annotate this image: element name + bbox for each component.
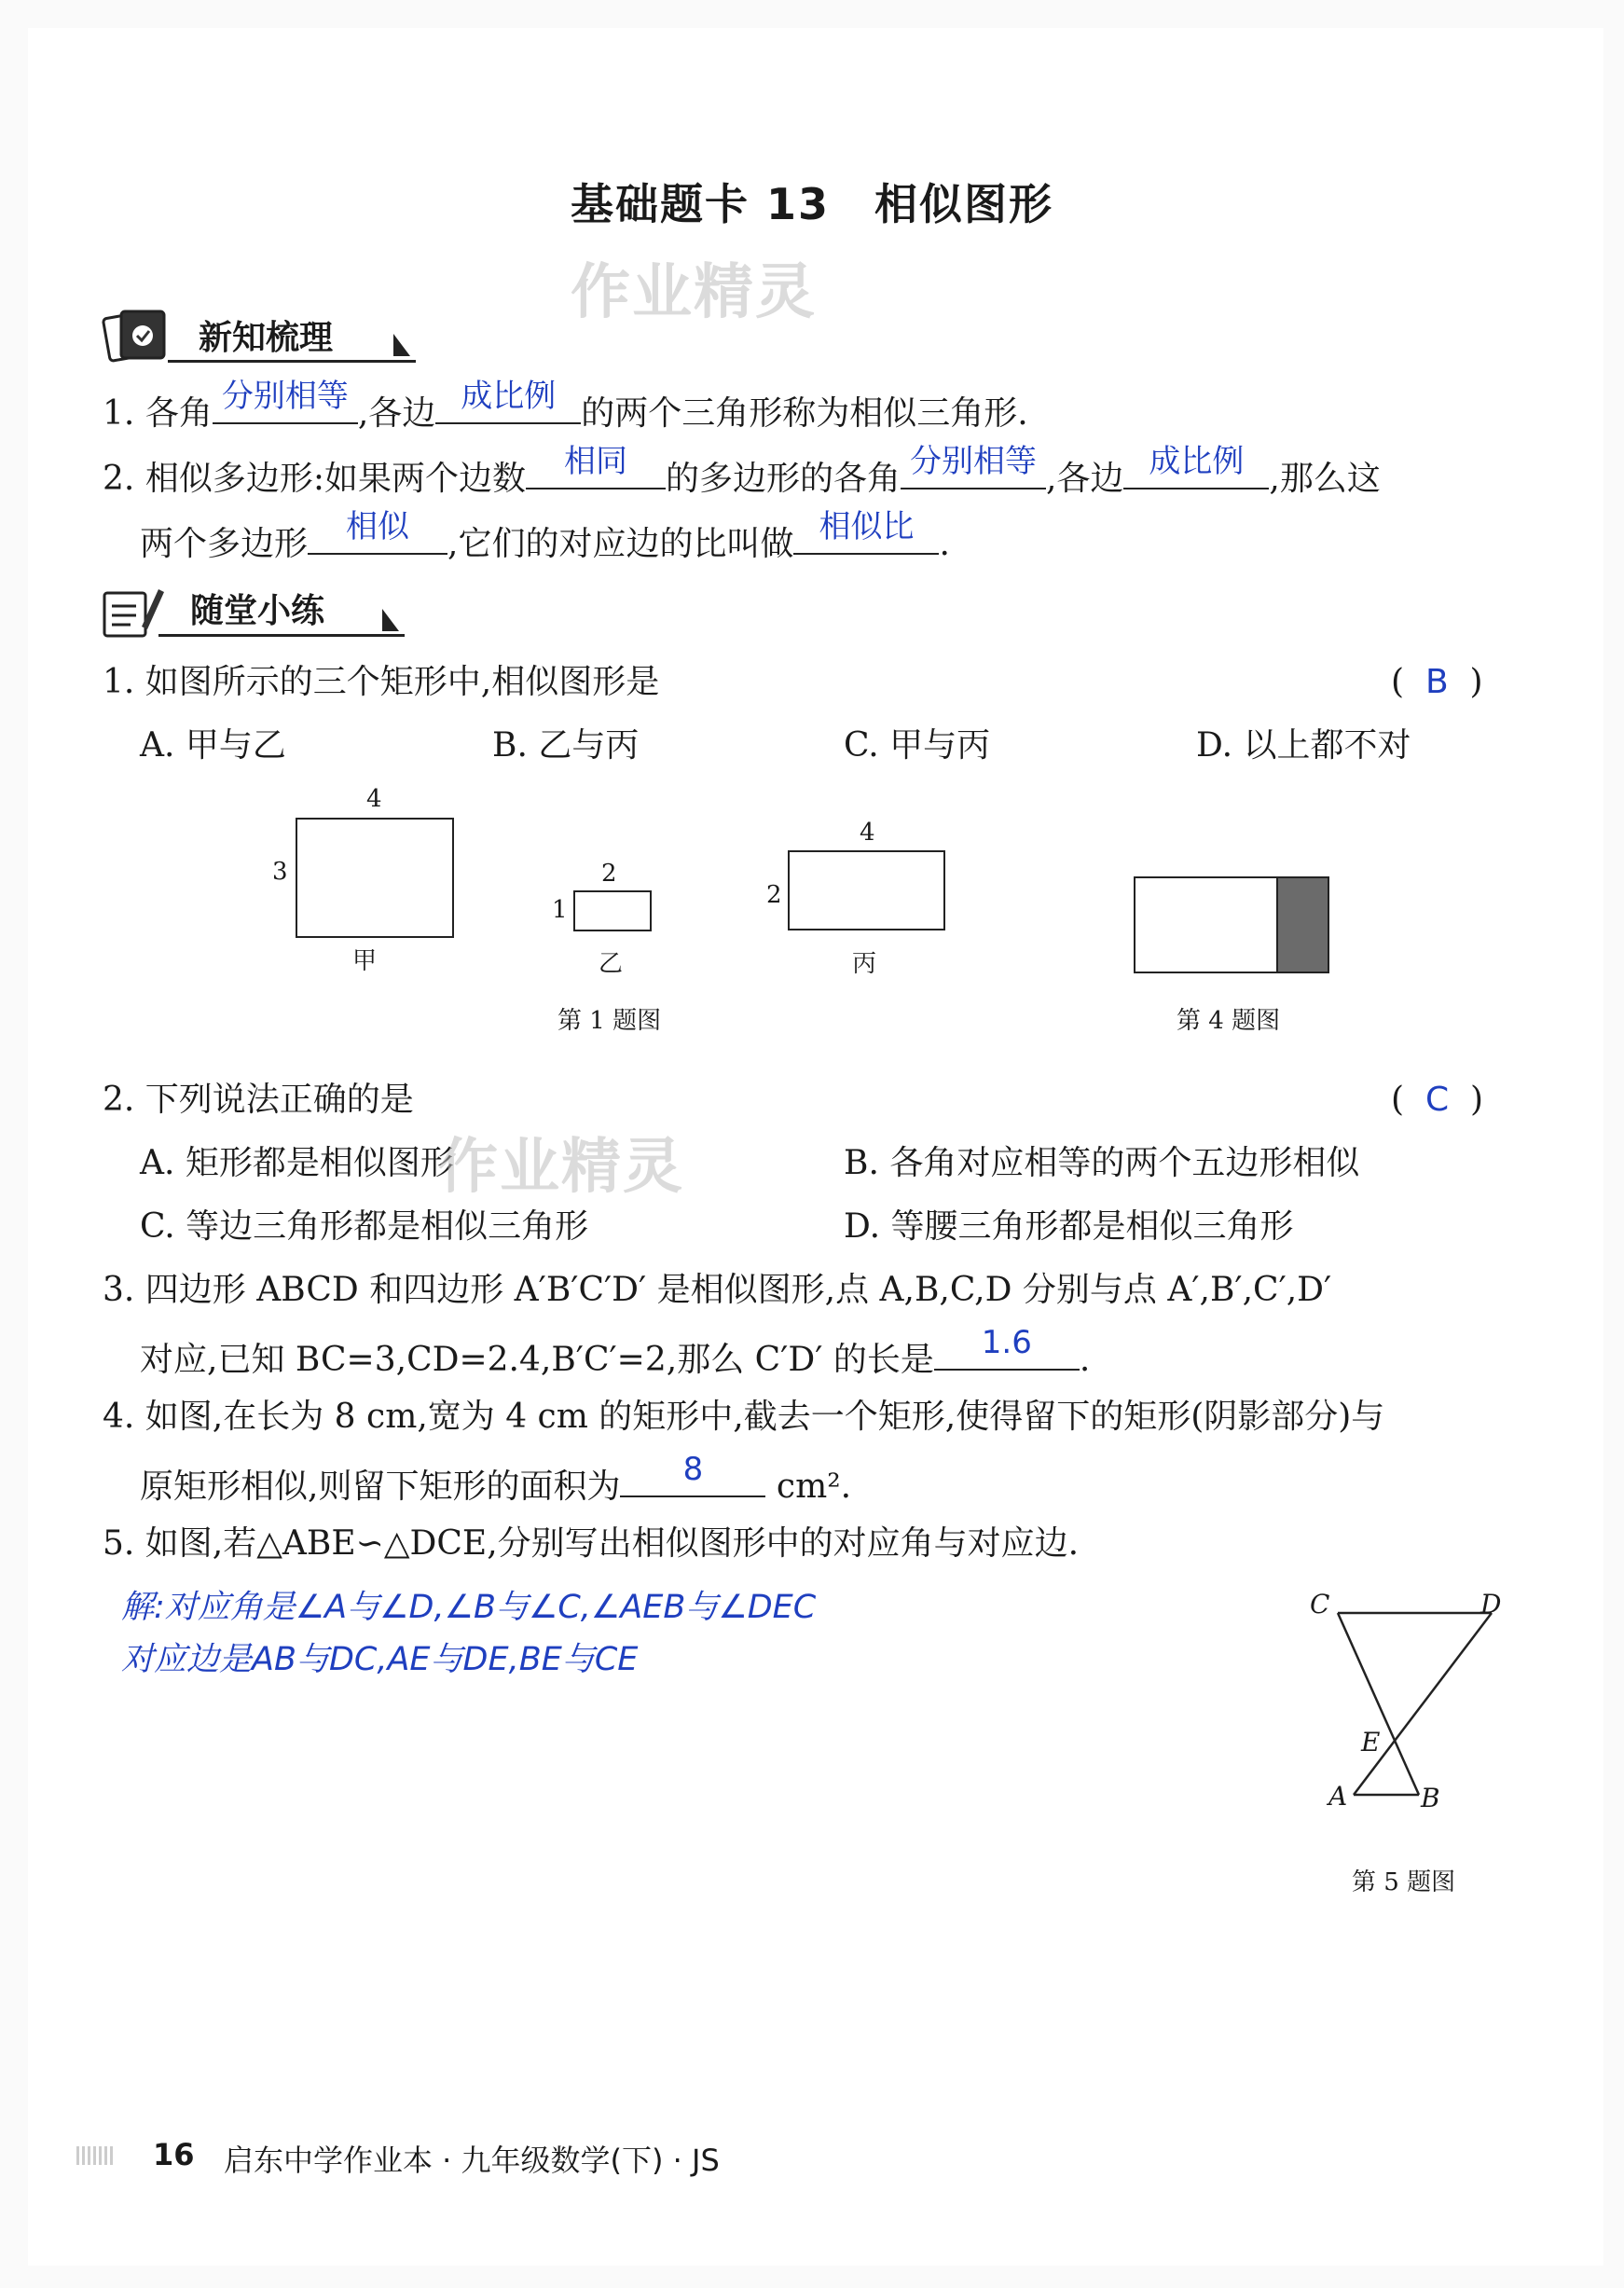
answer-blank <box>526 443 666 489</box>
fig5-label-C: C <box>1310 1589 1330 1620</box>
knowledge-q1 <box>103 378 1028 434</box>
section-heading-knowledge: 新知梳理 <box>199 319 334 357</box>
answer: 分别相等 <box>221 378 349 415</box>
label-jia: 甲 <box>352 947 378 975</box>
section-underline <box>168 360 416 363</box>
answer-blank <box>213 378 358 424</box>
answer: B <box>1424 663 1449 701</box>
option-c: C. 甲与丙 <box>844 726 991 765</box>
answer: 分别相等 <box>909 443 1037 480</box>
section-triangle-icon <box>377 607 401 637</box>
answer: 成比例 <box>1149 443 1245 480</box>
section-icon-knowledge <box>101 308 175 369</box>
fig5-label-E: E <box>1361 1727 1381 1757</box>
knowledge-q2-line2 <box>140 508 950 565</box>
practice-q2-bracket: ( C ) <box>1391 1081 1484 1119</box>
answer-blank <box>620 1451 765 1497</box>
page-title: 基础题卡 13 相似图形 <box>570 179 1054 229</box>
practice-q4-line1: 4. 如图,在长为 8 cm,宽为 4 cm 的矩形中,截去一个矩形,使得留下的矩形(阴影部分)与 <box>103 1398 1385 1436</box>
text: ,各边 <box>357 394 436 433</box>
line-DA <box>1354 1613 1492 1795</box>
practice-q4-line2 <box>140 1451 852 1508</box>
text: 相似多边形:如果两个边数 <box>145 460 526 498</box>
text: 原矩形相似,则留下矩形的面积为 <box>140 1468 621 1506</box>
fig4-shaded-rect <box>1276 878 1328 972</box>
answer: C <box>1424 1081 1450 1119</box>
answer-blank <box>435 378 581 424</box>
fig5-label-D: D <box>1480 1589 1502 1620</box>
text: . <box>840 1468 852 1506</box>
label-jia-width: 4 <box>366 785 382 813</box>
option-a: A. 甲与乙 <box>140 726 286 765</box>
label-yi-height: 1 <box>552 896 568 924</box>
option-b: B. 乙与丙 <box>492 726 640 765</box>
label-yi: 乙 <box>599 950 624 978</box>
watermark-2: 作业精灵 <box>438 1133 684 1202</box>
fig5-caption: 第 5 题图 <box>1352 1868 1456 1896</box>
rect-yi <box>573 890 652 931</box>
label-bing-height: 2 <box>766 881 782 909</box>
text: 对应,已知 BC=3,CD=2.4,B′C′=2,那么 C′D′ 的长是 <box>140 1341 934 1379</box>
label-yi-width: 2 <box>601 860 617 888</box>
answer: 相同 <box>563 443 627 480</box>
answer-blank <box>901 443 1046 489</box>
text: ,它们的对应边的比叫做 <box>447 525 794 563</box>
section-underline <box>158 634 405 637</box>
book-title: 启东中学作业本 · 九年级数学(下) · JS <box>224 2143 720 2178</box>
q2-option-b: B. 各角对应相等的两个五边形相似 <box>844 1144 1360 1182</box>
practice-q3-line2 <box>140 1324 1091 1381</box>
q2-option-c: C. 等边三角形都是相似三角形 <box>140 1207 589 1246</box>
text: 各角 <box>145 394 213 433</box>
answer: 8 <box>682 1451 704 1488</box>
watermark: 作业精灵 <box>571 258 817 327</box>
q-number: 1. <box>103 394 135 433</box>
q2-option-a: A. 矩形都是相似图形 <box>140 1144 454 1182</box>
q-number: 2. <box>103 460 135 498</box>
practice-q2: 2. 下列说法正确的是 <box>103 1081 414 1119</box>
text: . <box>1079 1341 1091 1379</box>
label-jia-height: 3 <box>272 858 288 886</box>
option-d: D. 以上都不对 <box>1196 726 1411 765</box>
fig5-label-B: B <box>1421 1783 1440 1813</box>
text: 的多边形的各角 <box>665 460 901 498</box>
fig5-label-A: A <box>1328 1781 1348 1812</box>
solution-line1: 解:对应角是∠A与∠D,∠B与∠C,∠AEB与∠DEC <box>121 1589 817 1626</box>
fig4-caption: 第 4 题图 <box>1177 1007 1281 1035</box>
unit: cm² <box>776 1468 841 1506</box>
answer: 相似 <box>346 508 410 545</box>
answer: 1.6 <box>981 1324 1032 1361</box>
answer-blank <box>1123 443 1269 489</box>
section-heading-practice: 随堂小练 <box>190 592 325 630</box>
practice-q1-bracket: ( B ) <box>1391 663 1483 701</box>
text: ,那么这 <box>1269 460 1381 498</box>
text: 的两个三角形称为相似三角形. <box>581 394 1028 433</box>
practice-q3-line1: 3. 四边形 ABCD 和四边形 A′B′C′D′ 是相似图形,点 A,B,C,D 分别与点 A′,B′,C′,D′ <box>103 1271 1332 1309</box>
text: 两个多边形 <box>140 525 309 563</box>
rect-bing <box>788 850 945 930</box>
text: ,各边 <box>1045 460 1124 498</box>
solution-line2: 对应边是AB与DC,AE与DE,BE与CE <box>121 1641 639 1678</box>
answer-blank <box>934 1324 1080 1371</box>
section-icon-practice <box>101 584 166 645</box>
label-bing-width: 4 <box>860 819 875 847</box>
fig1-caption: 第 1 题图 <box>557 1007 662 1035</box>
practice-q5: 5. 如图,若△ABE∽△DCE,分别写出相似图形中的对应角与对应边. <box>103 1524 1080 1563</box>
answer-blank <box>793 508 939 555</box>
practice-q1: 1. 如图所示的三个矩形中,相似图形是 <box>103 663 660 701</box>
knowledge-q2-line1 <box>103 443 1381 500</box>
text: . <box>939 525 950 563</box>
rect-jia <box>296 818 454 938</box>
label-bing: 丙 <box>852 950 877 978</box>
footer-decoration <box>76 2146 116 2165</box>
page-number: 16 <box>153 2137 195 2172</box>
answer-blank <box>308 508 447 555</box>
answer: 成比例 <box>461 378 557 415</box>
line-CB <box>1338 1613 1419 1795</box>
answer: 相似比 <box>819 508 915 545</box>
section-triangle-icon <box>388 332 412 362</box>
q2-option-d: D. 等腰三角形都是相似三角形 <box>844 1207 1294 1246</box>
